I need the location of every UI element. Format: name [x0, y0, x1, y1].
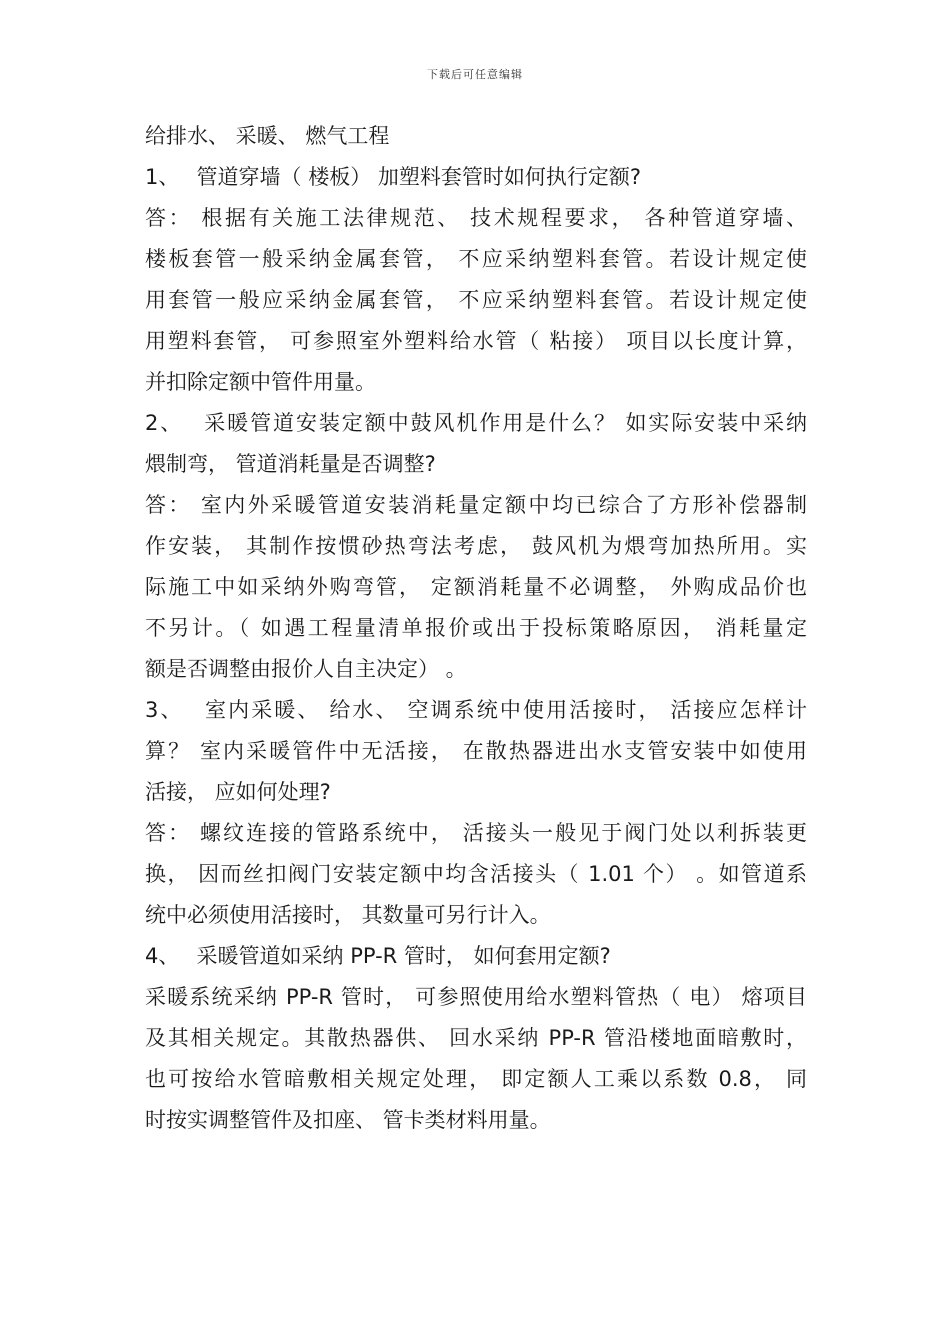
text-line: 2、 采暖管道安装定额中鼓风机作用是什么？ 如实际安装中采纳: [145, 411, 807, 435]
text-line: 及其相关规定。其散热器供、 回水采纳 PP-R 管沿楼地面暗敷时，: [145, 1026, 807, 1050]
text-line: 4、 采暖管道如采纳 PP-R 管时， 如何套用定额?: [145, 944, 611, 968]
text-line: 给排水、 采暖、 燃气工程: [145, 124, 390, 148]
text-line: 统中必须使用活接时， 其数量可另行计入。: [145, 903, 551, 927]
text-line: 不另计。（ 如遇工程量清单报价或出于投标策略原因， 消耗量定: [145, 616, 807, 640]
text-line: 楼板套管一般采纳金属套管， 不应采纳塑料套管。若设计规定使: [145, 247, 807, 271]
text-line: 时按实调整管件及扣座、 管卡类材料用量。: [145, 1108, 551, 1132]
text-line: 答： 根据有关施工法律规范、 技术规程要求， 各种管道穿墙、: [145, 206, 807, 230]
page-header-note: 下载后可任意编辑: [427, 68, 523, 81]
document-body: [145, 116, 807, 1141]
text-line: 也可按给水管暗敷相关规定处理， 即定额人工乘以系数 0.8， 同: [145, 1067, 807, 1091]
text-line: 算？ 室内采暖管件中无活接， 在散热器进出水支管安装中如使用: [145, 739, 807, 763]
text-line: 采暖系统采纳 PP-R 管时， 可参照使用给水塑料管热（ 电） 熔项目: [145, 985, 807, 1009]
text-line: 用套管一般应采纳金属套管， 不应采纳塑料套管。若设计规定使: [145, 288, 807, 312]
text-line: 换， 因而丝扣阀门安装定额中均含活接头（ 1.01 个） 。如管道系: [145, 862, 807, 886]
text-line: 答： 螺纹连接的管路系统中， 活接头一般见于阀门处以利拆装更: [145, 821, 807, 845]
text-line: 答： 室内外采暖管道安装消耗量定额中均已综合了方形补偿器制: [145, 493, 807, 517]
text-line: 1、 管道穿墙（ 楼板） 加塑料套管时如何执行定额?: [145, 165, 642, 189]
text-line: 用塑料套管， 可参照室外塑料给水管（ 粘接） 项目以长度计算，: [145, 329, 807, 353]
text-line: 作安装， 其制作按惯砂热弯法考虑， 鼓风机为煨弯加热所用。实: [145, 534, 807, 558]
text-line: 煨制弯， 管道消耗量是否调整?: [145, 452, 436, 476]
text-line: 并扣除定额中管件用量。: [145, 370, 376, 394]
text-line: 3、 室内采暖、 给水、 空调系统中使用活接时， 活接应怎样计: [145, 698, 807, 722]
text-line: 活接， 应如何处理?: [145, 780, 331, 804]
text-line: 际施工中如采纳外购弯管， 定额消耗量不必调整， 外购成品价也: [145, 575, 807, 599]
text-line: 额是否调整由报价人自主决定） 。: [145, 657, 467, 681]
